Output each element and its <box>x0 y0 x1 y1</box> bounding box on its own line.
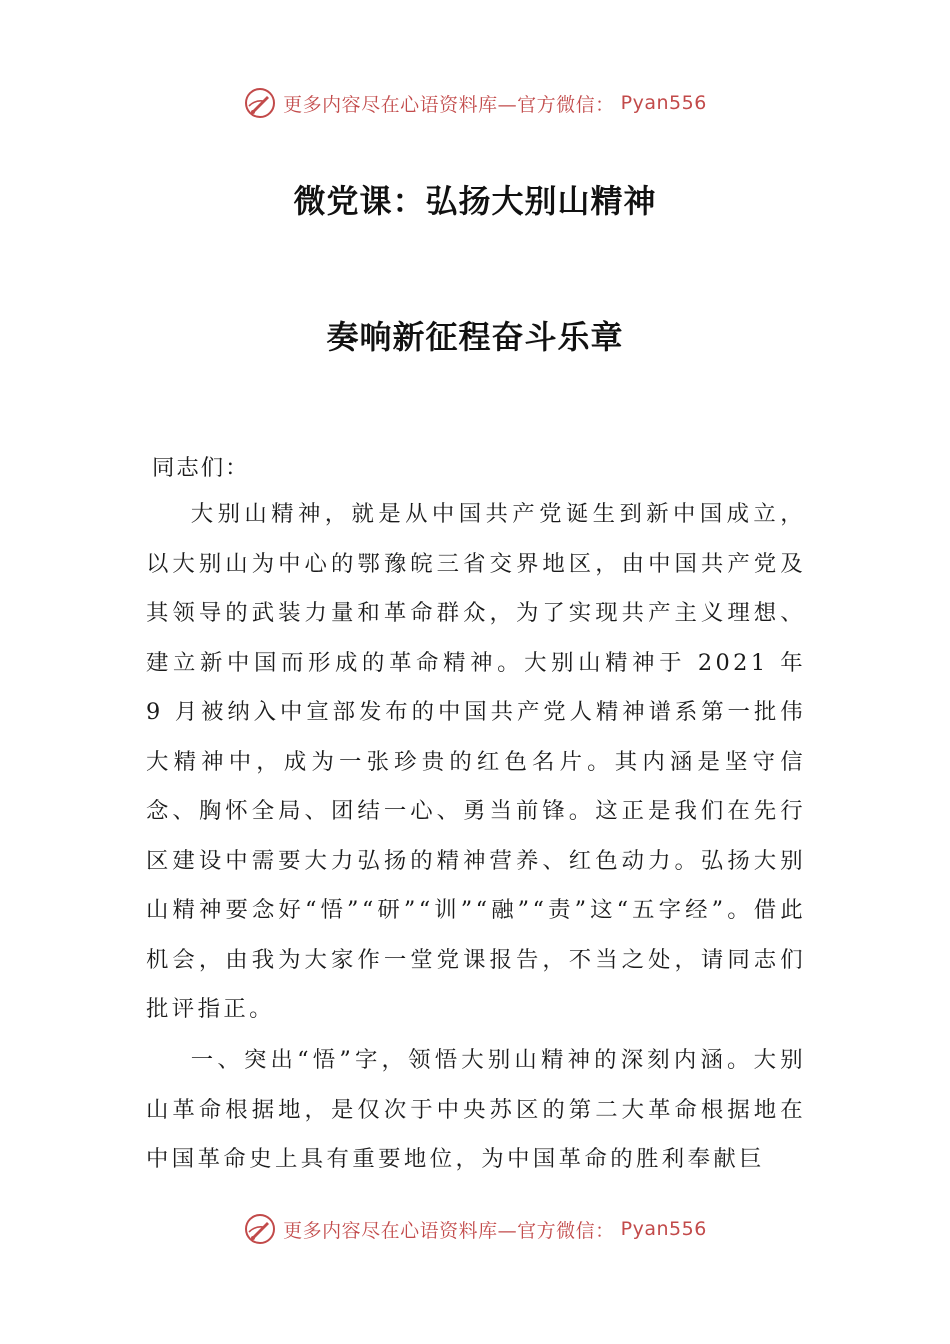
quill-logo-icon <box>243 86 277 120</box>
header-watermark <box>0 86 950 120</box>
salutation: 同志们： <box>152 455 250 481</box>
body-paragraph: 大别山精神，就是从中国共产党诞生到新中国成立，以大别山为中心的鄂豫皖三省交界地区，由中国共产党及其领导的武装力量和革命群众，为了实现共产主义理想、建立新中国而形成的革命精神。大别山精神于 2021 年 9 月被纳入中宣部发布的中国共产党人精神谱系第一批伟大精神中，成为一张珍贵的红色名片。其内涵是坚守信念、胸怀全局、团结一心、勇当前锋。这正是我们在先行区建设中需要大力弘扬的精神营养、红色动力。弘扬大别山精神要念好“悟”“研”“训”“融”“责”这“五字经”。借此机会，由我为大家作一堂党课报告，不当之处，请同志们批评指正。 <box>146 501 806 1022</box>
watermark-text: 更多内容尽在心语资料库—官方微信： <box>283 1219 615 1242</box>
document-title-line-1: 微党课：弘扬大别山精神 <box>293 182 657 220</box>
document-title-line-2: 奏响新征程奋斗乐章 <box>326 318 624 356</box>
watermark-text: 更多内容尽在心语资料库—官方微信： <box>283 93 615 116</box>
watermark-wechat-id: Pyan556 <box>620 1218 707 1240</box>
quill-logo-icon <box>243 1212 277 1246</box>
body-paragraph: 一、突出“悟”字，领悟大别山精神的深刻内涵。大别山革命根据地，是仅次于中央苏区的第二大革命根据地在中国革命史上具有重要地位，为中国革命的胜利奉献巨 <box>146 1047 806 1172</box>
footer-watermark <box>0 1212 950 1246</box>
watermark-wechat-id: Pyan556 <box>620 92 707 114</box>
